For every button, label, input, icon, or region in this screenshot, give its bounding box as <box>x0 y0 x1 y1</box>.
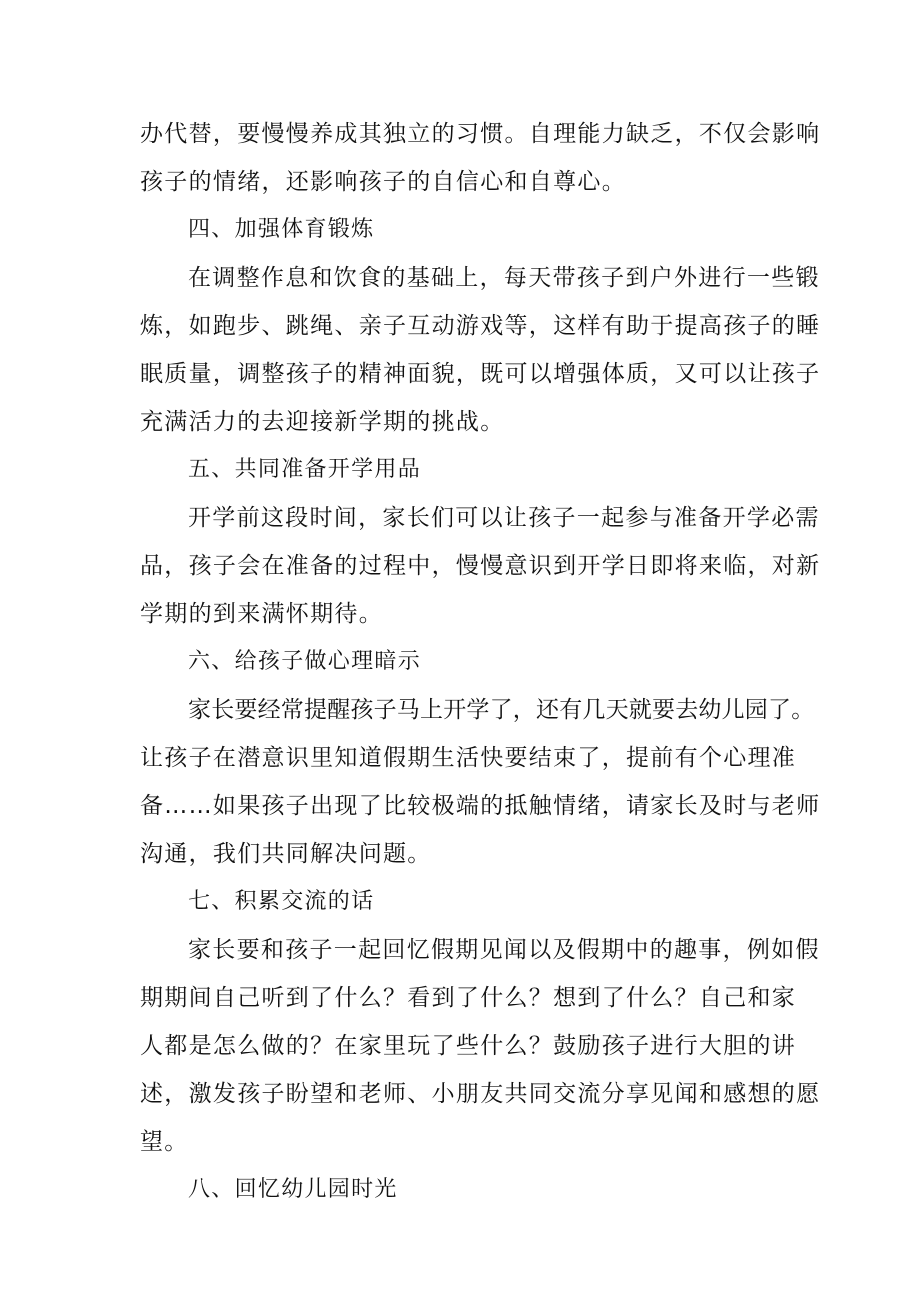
section-heading-8: 八、回忆幼儿园时光 <box>188 1177 398 1202</box>
paragraph-line: 学期的到来满怀期待。 <box>140 601 383 627</box>
paragraph-line: 沟通，我们共同解决问题。 <box>140 841 432 867</box>
section-heading-4: 四、加强体育锻炼 <box>188 217 375 242</box>
paragraph-line: 办代替，要慢慢养成其独立的习惯。自理能力缺乏，不仅会影响 <box>140 121 821 147</box>
paragraph-line: 在调整作息和饮食的基础上，每天带孩子到户外进行一些锻 <box>188 265 820 291</box>
paragraph-line: 开学前这段时间，家长们可以让孩子一起参与准备开学必需 <box>188 505 820 531</box>
section-heading-6: 六、给孩子做心理暗示 <box>188 649 422 674</box>
paragraph-line: 让孩子在潜意识里知道假期生活快要结束了，提前有个心理准 <box>140 745 797 771</box>
paragraph-line: 炼，如跑步、跳绳、亲子互动游戏等，这样有助于提高孩子的睡 <box>140 313 821 339</box>
paragraph-line: 孩子的情绪，还影响孩子的自信心和自尊心。 <box>140 169 626 195</box>
paragraph-line: 望。 <box>140 1129 189 1155</box>
paragraph-line: 人都是怎么做的？在家里玩了些什么？鼓励孩子进行大胆的讲 <box>140 1033 797 1059</box>
paragraph-line: 备……如果孩子出现了比较极端的抵触情绪，请家长及时与老师 <box>140 793 821 819</box>
paragraph-line: 家长要经常提醒孩子马上开学了，还有几天就要去幼儿园了。 <box>188 697 815 723</box>
paragraph-line: 充满活力的去迎接新学期的挑战。 <box>140 409 505 435</box>
paragraph-line: 品，孩子会在准备的过程中，慢慢意识到开学日即将来临，对新 <box>140 553 821 579</box>
section-heading-5: 五、共同准备开学用品 <box>188 457 422 482</box>
paragraph-line: 家长要和孩子一起回忆假期见闻以及假期中的趣事，例如假 <box>188 937 820 963</box>
section-heading-7: 七、积累交流的话 <box>188 889 375 914</box>
paragraph-line: 眠质量，调整孩子的精神面貌，既可以增强体质，又可以让孩子 <box>140 361 821 387</box>
paragraph-line: 期期间自己听到了什么？看到了什么？想到了什么？自己和家 <box>140 985 797 1011</box>
paragraph-line: 述，激发孩子盼望和老师、小朋友共同交流分享见闻和感想的愿 <box>140 1081 821 1107</box>
